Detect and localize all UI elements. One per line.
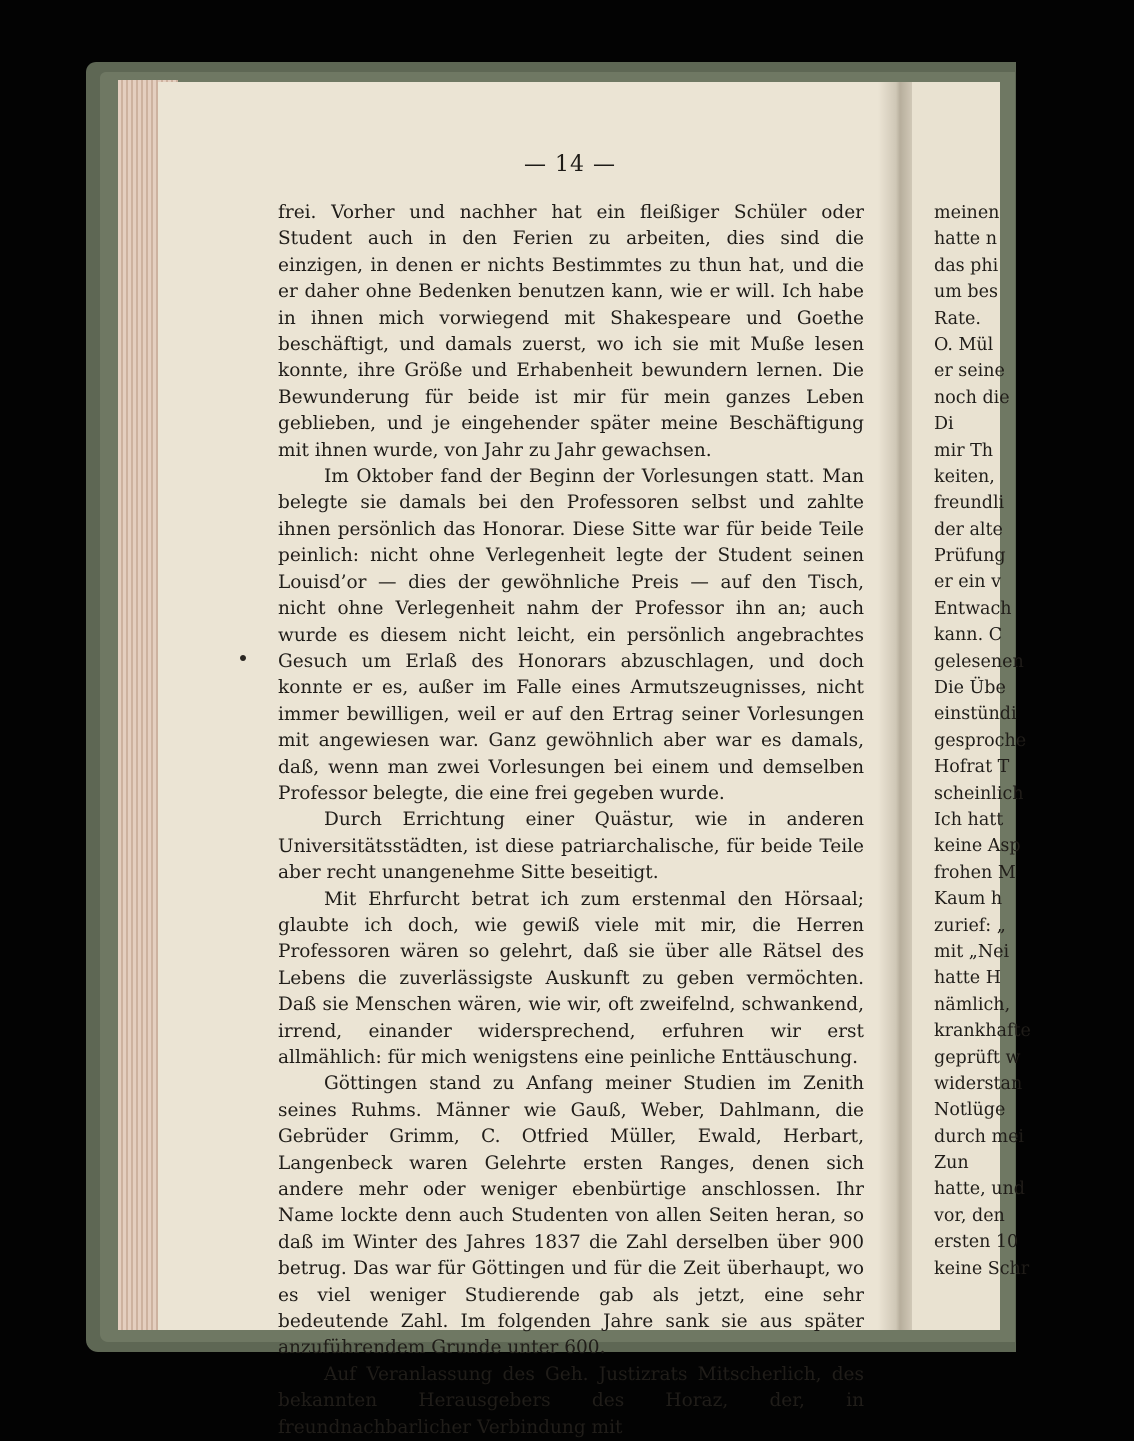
facing-page-line: keine Schr [934, 1258, 1030, 1279]
body-text [278, 200, 864, 1441]
facing-page-line: Prüfung [934, 546, 1006, 567]
facing-page-text [934, 200, 1134, 1282]
facing-page-line: hatte H [934, 968, 1001, 989]
facing-page-line: ersten 10 [934, 1232, 1019, 1253]
facing-page-line: zurief: „ [934, 915, 1006, 936]
facing-page-line: er ein v [934, 572, 1001, 593]
facing-page-line: er seine [934, 361, 1005, 382]
facing-page-line: hatte n [934, 229, 997, 250]
facing-page-line: Notlüge [934, 1100, 1006, 1121]
page-number: — 14 — [524, 152, 616, 177]
facing-page-line: Kaum h [934, 889, 1003, 910]
facing-page-line: gesproche [934, 730, 1027, 751]
facing-page-line: kann. C [934, 625, 1003, 646]
facing-page-line: Hofrat T [934, 757, 1010, 778]
facing-page-line: Entwach [934, 598, 1012, 619]
facing-page-line: vor, den [934, 1205, 1005, 1226]
ink-spot [240, 655, 246, 661]
facing-page-line: meinen [934, 203, 1000, 223]
facing-page-line: hatte, und [934, 1179, 1025, 1200]
facing-page-line: Rate. [934, 308, 981, 329]
facing-page-line: O. Mül [934, 334, 994, 355]
facing-page-line: durch mei [934, 1126, 1025, 1147]
facing-page-line: gelesenen [934, 651, 1024, 672]
paragraph: Im Oktober fand der Beginn der Vorlesungen statt. Man belegte sie damals bei den Professoren selbst und zahlte ihnen persönlich das Honorar. Diese Sitte war für beide Teile peinlich: nicht ohne Verlegenheit legte der Student seinen Louisd’or — dies der gewöhnliche Preis — auf den Tisch, nicht ohne Verlegenheit nahm der Professor ihn an; auch wurde es diesem nicht leicht, ein persönlich angebrachtes Gesuch um Erlaß des Honorars abzuschlagen, und doch konnte er es, außer im Falle eines Armutszeugnisses, nicht immer bewilligen, weil er auf den Ertrag seiner Vorlesungen mit angewiesen war. Ganz gewöhnlich aber war es damals, daß, wenn man zwei Vorlesungen bei einem und demselben Professor belegte, die eine frei gegeben wurde. [278, 466, 864, 804]
facing-page-line: keine Asp [934, 836, 1021, 857]
facing-page-line: freundli [934, 493, 1005, 514]
facing-page-line: nämlich, [934, 994, 1011, 1015]
facing-page-line: mit „Nei [934, 941, 1010, 962]
facing-page-line: einstündi [934, 704, 1017, 725]
facing-page-line: Zun [934, 1153, 969, 1174]
facing-page-line: widerstan [934, 1073, 1023, 1094]
paragraph: Durch Errichtung einer Quästur, wie in anderen Universitätsstädten, ist diese patriarchalische, für beide Teile aber recht unangenehme Sitte beseitigt. [278, 809, 864, 884]
facing-page-line: noch die [934, 387, 1010, 408]
facing-page-line: Die Übe [934, 678, 1006, 699]
facing-page-line: mir Th [934, 440, 994, 461]
facing-page [912, 82, 1031, 1330]
facing-page-line: geprüft w [934, 1047, 1021, 1068]
paragraph: Auf Veranlassung des Geh. Justizrats Mitscherlich, des bekannten Herausgebers des Horaz, der, in freundnachbarlicher Verbindung mit [278, 1363, 864, 1438]
facing-page-line: scheinlich [934, 783, 1024, 804]
paragraph: Göttingen stand zu Anfang meiner Studien im Zenith seines Ruhms. Männer wie Gauß, Weber, Dahlmann, die Gebrüder Grimm, C. Otfried Müller, Ewald, Herbart, Langenbeck waren Gelehrte ersten Ranges, denen sich andere mehr oder weniger ebenbürtige anschlossen. Ihr Name lockte denn auch Studenten von allen Seiten heran, so daß im Winter des Jahres 1837 die Zahl derselben über 900 betrug. Das war für Göttingen und für die Zeit überhaupt, wo es viel weniger Studierende gab als jetzt, eine sehr bedeutende Zahl. Im folgenden Jahre sank sie aus später anzuführendem Grunde unter 600. [278, 1073, 864, 1359]
facing-page-line: Di [934, 414, 954, 435]
facing-page-line: Ich hatt [934, 809, 1004, 830]
facing-page-line: keiten, [934, 466, 995, 487]
facing-page-line: krankhafte [934, 1021, 1031, 1042]
facing-page-line: frohen M [934, 862, 1016, 883]
facing-page-line: um bes [934, 282, 998, 303]
facing-page-line: das phi [934, 255, 999, 276]
facing-page-line: der alte [934, 519, 1003, 540]
paragraph: frei. Vorher und nachher hat ein fleißiger Schüler oder Student auch in den Ferien zu arbeiten, dies sind die einzigen, in denen er nichts Bestimmtes zu thun hat, und die er daher ohne Bedenken benutzen kann, wie er will. Ich habe in ihnen mich vorwiegend mit Shakespeare und Goethe beschäftigt, und damals zuerst, wo ich sie mit Muße lesen konnte, ihre Größe und Erhabenheit bewundern lernen. Die Bewunderung für beide ist mir für mein ganzes Leben geblieben, und je eingehender später meine Beschäftigung mit ihnen wurde, von Jahr zu Jahr gewachsen. [278, 202, 864, 461]
paragraph: Mit Ehrfurcht betrat ich zum erstenmal den Hörsaal; glaubte ich doch, wie gewiß viele mit mir, die Herren Professoren wären so gelehrt, daß sie über alle Rätsel des Lebens die zuverlässigste Auskunft zu geben vermöchten. Daß sie Menschen wären, wie wir, oft zweifelnd, schwankend, irrend, einander widersprechend, erfuhren wir erst allmählich: für mich wenigstens eine peinliche Enttäuschung. [278, 888, 864, 1068]
